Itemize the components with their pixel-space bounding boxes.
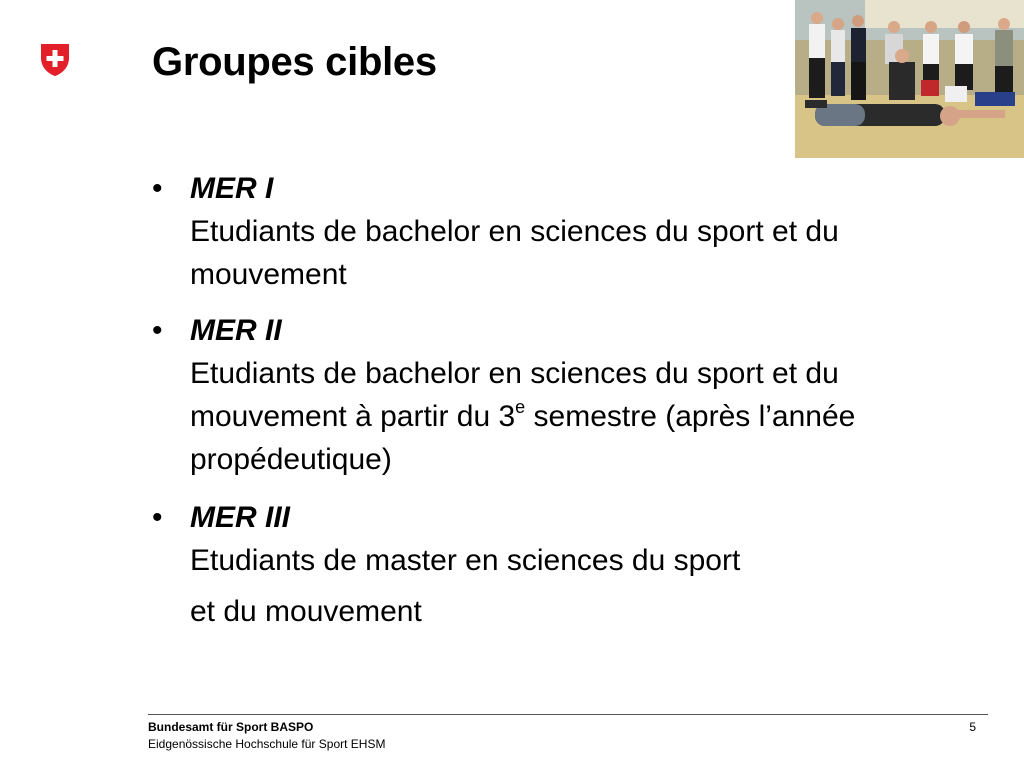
item-description: Etudiants de bachelor en sciences du sport et du mouvement à partir du 3e semestre (après l’année propédeutique) [190, 357, 856, 476]
sports-training-photo [795, 0, 1024, 158]
item-description-continued: et du mouvement [190, 595, 422, 628]
item-label: MER I [190, 172, 274, 205]
item-description: Etudiants de master en sciences du sport [190, 544, 741, 577]
bullet-icon: • [152, 314, 163, 347]
footer-subtitle: Eidgenössische Hochschule für Sport EHSM [148, 737, 386, 751]
item-label: MER II [190, 314, 282, 347]
item-label: MER III [190, 501, 291, 534]
swiss-cross-icon [39, 42, 71, 78]
footer-divider [148, 714, 988, 715]
footer-organization: Bundesamt für Sport BASPO [148, 720, 314, 734]
bullet-icon: • [152, 172, 163, 205]
page-number: 5 [969, 720, 976, 734]
bullet-icon: • [152, 501, 163, 534]
page-title: Groupes cibles [152, 40, 437, 84]
item-description: Etudiants de bachelor en sciences du sport et du mouvement [190, 215, 839, 291]
